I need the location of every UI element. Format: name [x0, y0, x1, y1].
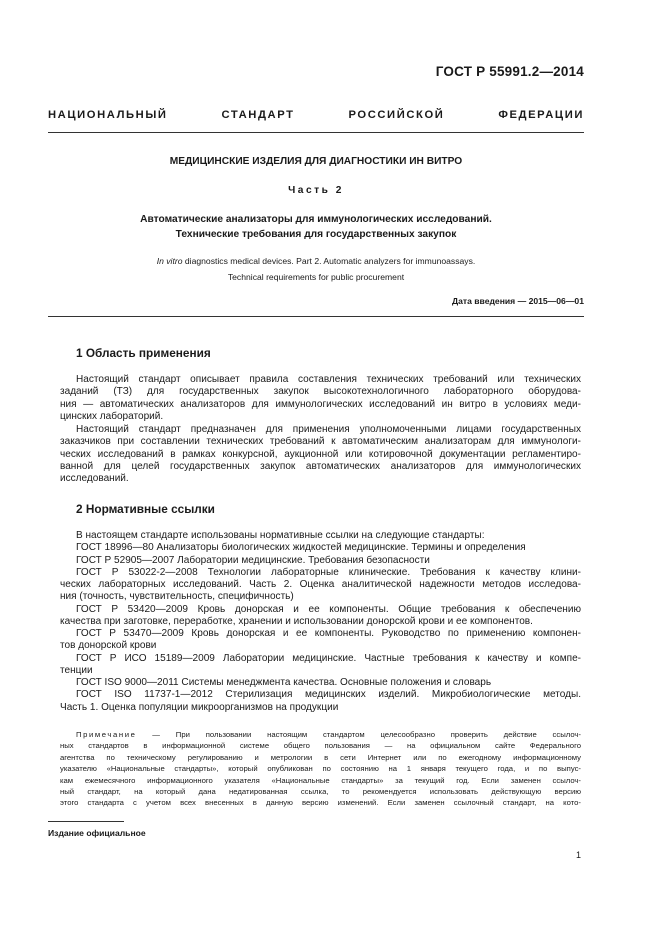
note-line: агентства по техническому регулированию и метрологии в сети Интернет или по ежегодному информационному	[60, 752, 581, 762]
english-title-text: diagnostics medical devices. Part 2. Automatic analyzers for immunoassays.	[182, 256, 476, 266]
national-standard-banner	[48, 109, 584, 121]
reference-line: ГОСТ ISO 9000—2011 Системы менеджмента качества. Основные положения и словарь	[76, 677, 492, 688]
reference-line: ГОСТ Р 52905—2007 Лаборатории медицинские. Требования безопасности	[76, 554, 430, 566]
reference-line: ческих лабораторных исследований. Часть 2. Оценка аналитической надежности методов исследова-	[60, 579, 581, 590]
text-line: исследований.	[60, 473, 129, 484]
text-line: ванной для целей государственных закупок автоматических анализаторов для иммунологических	[60, 460, 581, 472]
edition-rule	[48, 821, 124, 822]
edition-label: Издание официальное	[48, 828, 146, 838]
note-line: указателю «Национальные стандарты», который опубликован по состоянию на 1 января текущего года, и по выпус-	[60, 764, 581, 774]
english-title	[48, 254, 584, 285]
note-label: Примечание	[76, 730, 137, 739]
text-line: Настоящий стандарт описывает правила составления технических требований или технических	[76, 374, 581, 385]
banner-rule	[48, 132, 584, 133]
section-1-heading: 1 Область применения	[76, 346, 211, 360]
text-line: цинских лабораторий.	[60, 410, 164, 422]
part-label: Часть 2	[288, 185, 344, 196]
reference-line: ГОСТ 18996—80 Анализаторы биологических жидкостей медицинские. Термины и определения	[76, 542, 526, 554]
page-number: 1	[575, 850, 581, 860]
section-1-paragraph-1	[60, 374, 581, 423]
section-1-paragraph-2	[60, 424, 581, 485]
text-line: заказчиков при составлении технических требований к автоматическим анализаторам для иммунологи-	[60, 436, 581, 448]
standard-title: МЕДИЦИНСКИЕ ИЗДЕЛИЯ ДЛЯ ДИАГНОСТИКИ ИН ВИТРО	[169, 156, 463, 167]
note-line: кам ежемесячного информационного указателя «Национальные стандарты» за текущий год. Если заменен ссылоч-	[60, 775, 581, 785]
english-title-italic: In vitro	[156, 256, 183, 266]
subtitle-line: Технические требования для государственных закупок	[175, 229, 457, 240]
note-line	[60, 729, 581, 740]
reference-line: ния (точность, чувствительность, специфичность)	[60, 591, 294, 603]
english-title-line	[48, 254, 584, 270]
document-code: ГОСТ Р 55991.2—2014	[435, 64, 584, 79]
reference-line: В настоящем стандарте использованы нормативные ссылки на следующие стандарты:	[76, 530, 485, 541]
introduction-date: Дата введения — 2015—06—01	[451, 296, 584, 306]
banner-word: СТАНДАРТ	[221, 109, 295, 121]
reference-line: ГОСТ Р 53420—2009 Кровь донорская и ее компоненты. Общие требования к обеспечению	[76, 603, 581, 615]
banner-word: РОССИЙСКОЙ	[348, 109, 445, 121]
reference-line: ГОСТ Р ИСО 15189—2009 Лаборатории медицинские. Частные требования к качеству и компе-	[76, 652, 581, 664]
banner-word: ФЕДЕРАЦИИ	[498, 109, 584, 121]
reference-line: тенции	[60, 664, 93, 676]
subtitle-line: Автоматические анализаторы для иммунологических исследований.	[140, 214, 492, 225]
reference-line: Часть 1. Оценка популяции микроорганизмов на продукции	[60, 701, 339, 713]
text-line: заданий (ТЗ) для государственных закупок высокотехнологичного лабораторного оборудова-	[60, 386, 581, 398]
english-title-line: Technical requirements for public procurement	[227, 271, 405, 282]
reference-line: тов донорской крови	[60, 640, 157, 652]
normative-references-list	[60, 530, 581, 714]
text-line: ческих исследований в рамках конкурсной, аукционной или котировочной документации регламентиро-	[60, 448, 581, 460]
date-rule	[48, 316, 584, 317]
section-2-heading: 2 Нормативные ссылки	[76, 502, 215, 516]
note-block	[60, 729, 581, 809]
text-line: ния — автоматических анализаторов для иммунологических исследований ин витро в условиях меди-	[60, 398, 581, 410]
note-text: — При пользовании настоящим стандартом целесообразно проверить действие ссылоч-	[136, 730, 581, 739]
reference-line: ГОСТ Р 53470—2009 Кровь донорская и ее компоненты. Руководство по применению компонен-	[76, 628, 581, 639]
reference-line: ГОСТ ISO 11737-1—2012 Стерилизация медицинских изделий. Микробиологические методы.	[76, 689, 581, 701]
text-line: Настоящий стандарт предназначен для применения уполномоченными лицами государственных	[76, 424, 581, 435]
note-line: ных стандартов в информационной системе общего пользования — на официальном сайте Федерального	[60, 741, 581, 751]
note-line: этого стандарта с учетом всех внесенных в данную версию изменений. Если заменен ссылочный стандарт, на кото-	[60, 798, 581, 808]
reference-line: ГОСТ Р 53022-2—2008 Технологии лабораторные клинические. Требования к качеству клини-	[76, 566, 581, 578]
banner-word: НАЦИОНАЛЬНЫЙ	[48, 109, 168, 121]
subtitle	[48, 212, 584, 242]
note-line: ный стандарт, на который дана недатированная ссылка, то рекомендуется использовать действующую версию	[60, 786, 581, 796]
reference-line: качества при заготовке, переработке, хранении и использовании донорской крови и ее компонентов.	[60, 615, 533, 627]
